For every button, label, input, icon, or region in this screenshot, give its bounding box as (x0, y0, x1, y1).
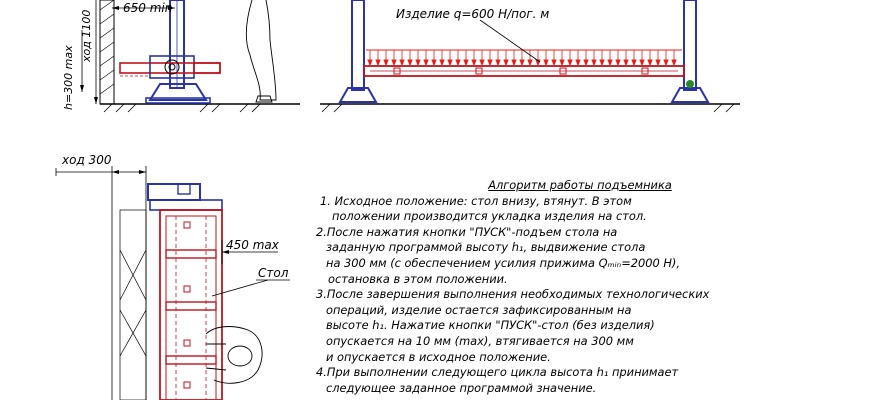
load-arrow-head (656, 60, 660, 65)
load-arrow-head (560, 60, 564, 65)
label-table: Стол (258, 266, 289, 280)
load-arrow-head (544, 60, 548, 65)
algorithm-line: положении производится укладка изделия на стол. (332, 209, 647, 224)
algorithm-line: 2.После нажатия кнопки "ПУСК"-подъем стола на (316, 224, 618, 239)
load-arrow-head (592, 60, 596, 65)
load-arrow-head (440, 60, 444, 65)
load-arrow-head (464, 60, 468, 65)
load-arrow-head (576, 60, 580, 65)
load-arrow-head (528, 60, 532, 65)
algorithm-line: 4.При выполнении следующего цикла высота h₁ принимает (316, 365, 679, 380)
load-arrow-head (664, 60, 668, 65)
load-arrow-head (568, 60, 572, 65)
load-arrow-head (552, 60, 556, 65)
dim-travel-300: ход 300 (62, 153, 112, 167)
load-arrow-head (392, 60, 396, 65)
dim-650-min: 650 min (123, 1, 173, 15)
load-arrow-head (624, 60, 628, 65)
algorithm-line: опускается на 10 мм (max), втягивается на 300 мм (326, 333, 634, 348)
load-arrow-head (432, 60, 436, 65)
load-arrow-head (632, 60, 636, 65)
algorithm-text (314, 178, 866, 396)
load-arrow-head (424, 60, 428, 65)
dim-450-max: 450 max (226, 238, 279, 252)
dim-h-300-max: h=300 max (62, 45, 75, 110)
side-view-top (80, 0, 300, 112)
algorithm-line: высоте h₁. Нажатие кнопки "ПУСК"-стол (без изделия) (326, 318, 655, 333)
load-arrow-head (408, 60, 412, 65)
load-arrow-head (512, 60, 516, 65)
load-arrow-head (504, 60, 508, 65)
load-arrow-head (616, 60, 620, 65)
load-arrow-head (368, 60, 372, 65)
load-arrow-head (384, 60, 388, 65)
load-arrow-head (400, 60, 404, 65)
algorithm-line: заданную программой высоту h₁, выдвижение стола (326, 240, 646, 255)
load-arrow-head (416, 60, 420, 65)
algorithm-line: операций, изделие остается зафиксированным на (326, 302, 632, 317)
load-arrow-head (488, 60, 492, 65)
algorithm-line: 3.После завершения выполнения необходимых технологических (316, 287, 710, 302)
algorithm-line: на 300 мм (с обеспечением усилия прижима Qₘᵢₙ=2000 Н), (326, 255, 680, 270)
load-arrow-head (640, 60, 644, 65)
load-arrow-head (520, 60, 524, 65)
load-arrow-head (448, 60, 452, 65)
load-arrow-head (496, 60, 500, 65)
algorithm-line: и опускается в исходное положение. (326, 349, 551, 364)
load-arrow-head (376, 60, 380, 65)
load-arrow-head (472, 60, 476, 65)
load-arrow-head (456, 60, 460, 65)
load-arrow-head (648, 60, 652, 65)
plan-view-bottom (56, 166, 290, 400)
algorithm-line: 1. Исходное положение: стол внизу, втянут. В этом (320, 193, 632, 208)
load-arrow-head (600, 60, 604, 65)
label-product-load: Изделие q=600 Н/пог. м (396, 7, 550, 21)
algorithm-line: следующее заданное программой значение. (326, 380, 597, 395)
algorithm-line: остановка в этом положении. (328, 271, 508, 286)
load-arrow-head (584, 60, 588, 65)
load-arrow-head (672, 60, 676, 65)
dim-travel-1100: ход 1100 (80, 9, 93, 62)
load-arrow-head (608, 60, 612, 65)
load-arrow-head (480, 60, 484, 65)
algorithm-title: Алгоритм работы подъемника (488, 178, 672, 192)
